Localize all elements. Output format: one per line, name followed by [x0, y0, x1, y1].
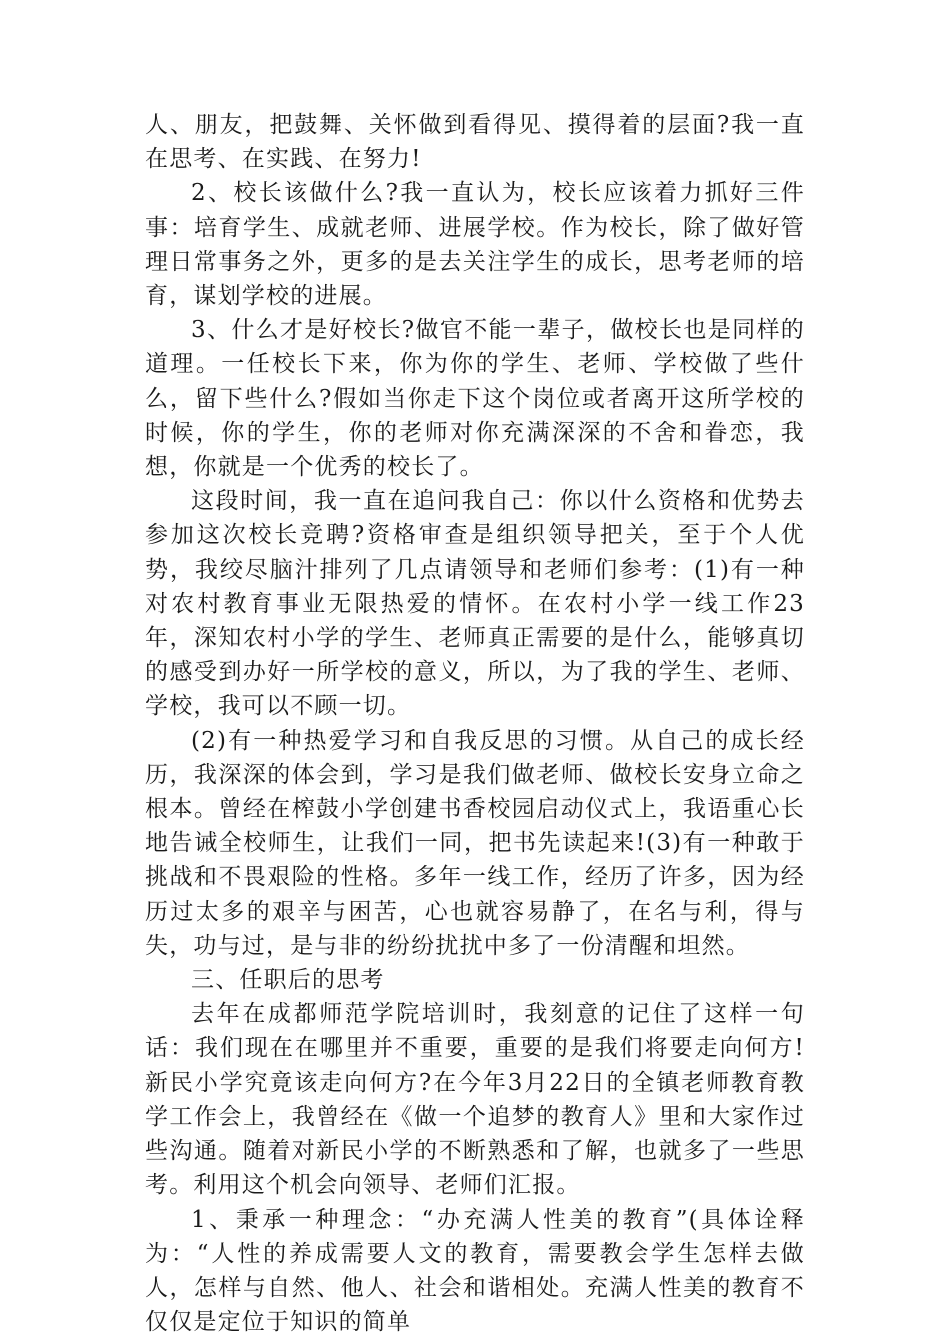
document-body: [145, 108, 805, 1339]
paragraph-continuation: 人、朋友，把鼓舞、关怀做到看得见、摸得着的层面?我一直在思考、在实践、在努力!: [145, 108, 805, 176]
paragraph-good-principal: 3、什么才是好校长?做官不能一辈子，做校长也是同样的道理。一任校长下来，你为你的学生、老师、学校做了些什么，留下些什么?假如当你走下这个岗位或者离开这所学校的时候，你的学生，你的老师对你充满深深的不舍和眷恋，我想，你就是一个优秀的校长了。: [145, 313, 805, 484]
paragraph-qualifications: 这段时间，我一直在追问我自己：你以什么资格和优势去参加这次校长竞聘?资格审查是组织领导把关，至于个人优势，我绞尽脑汁排列了几点请领导和老师们参考：(1)有一种对农村教育事业无限热爱的情怀。在农村小学一线工作23年，深知农村小学的学生、老师真正需要的是什么，能够真切的感受到办好一所学校的意义，所以，为了我的学生、老师、学校，我可以不顾一切。: [145, 484, 805, 723]
paragraph-principal-duties: 2、校长该做什么?我一直认为，校长应该着力抓好三件事：培育学生、成就老师、进展学校。作为校长，除了做好管理日常事务之外，更多的是去关注学生的成长，思考老师的培育，谋划学校的进展。: [145, 176, 805, 313]
section-heading-post-appointment: 三、任职后的思考: [145, 963, 805, 997]
paragraph-philosophy: 1、秉承一种理念：“办充满人性美的教育”(具体诠释为：“人性的养成需要人文的教育，需要教会学生怎样去做人，怎样与自然、他人、社会和谐相处。充满人性美的教育不仅仅是定位于知识的简单: [145, 1203, 805, 1339]
paragraph-training-reflection: 去年在成都师范学院培训时，我刻意的记住了这样一句话：我们现在在哪里并不重要，重要的是我们将要走向何方!新民小学究竟该走向何方?在今年3月22日的全镇老师教育教学工作会上，我曾经在《做一个追梦的教育人》里和大家作过些沟通。随着对新民小学的不断熟悉和了解，也就多了一些思考。利用这个机会向领导、老师们汇报。: [145, 997, 805, 1202]
paragraph-learning-habit: (2)有一种热爱学习和自我反思的习惯。从自己的成长经历，我深深的体会到，学习是我们做老师、做校长安身立命之根本。曾经在榨鼓小学创建书香校园启动仪式上，我语重心长地告诫全校师生，让我们一同，把书先读起来!(3)有一种敢于挑战和不畏艰险的性格。多年一线工作，经历了许多，因为经历过太多的艰辛与困苦，心也就容易静了，在名与利，得与失，功与过，是与非的纷纷扰扰中多了一份清醒和坦然。: [145, 724, 805, 963]
